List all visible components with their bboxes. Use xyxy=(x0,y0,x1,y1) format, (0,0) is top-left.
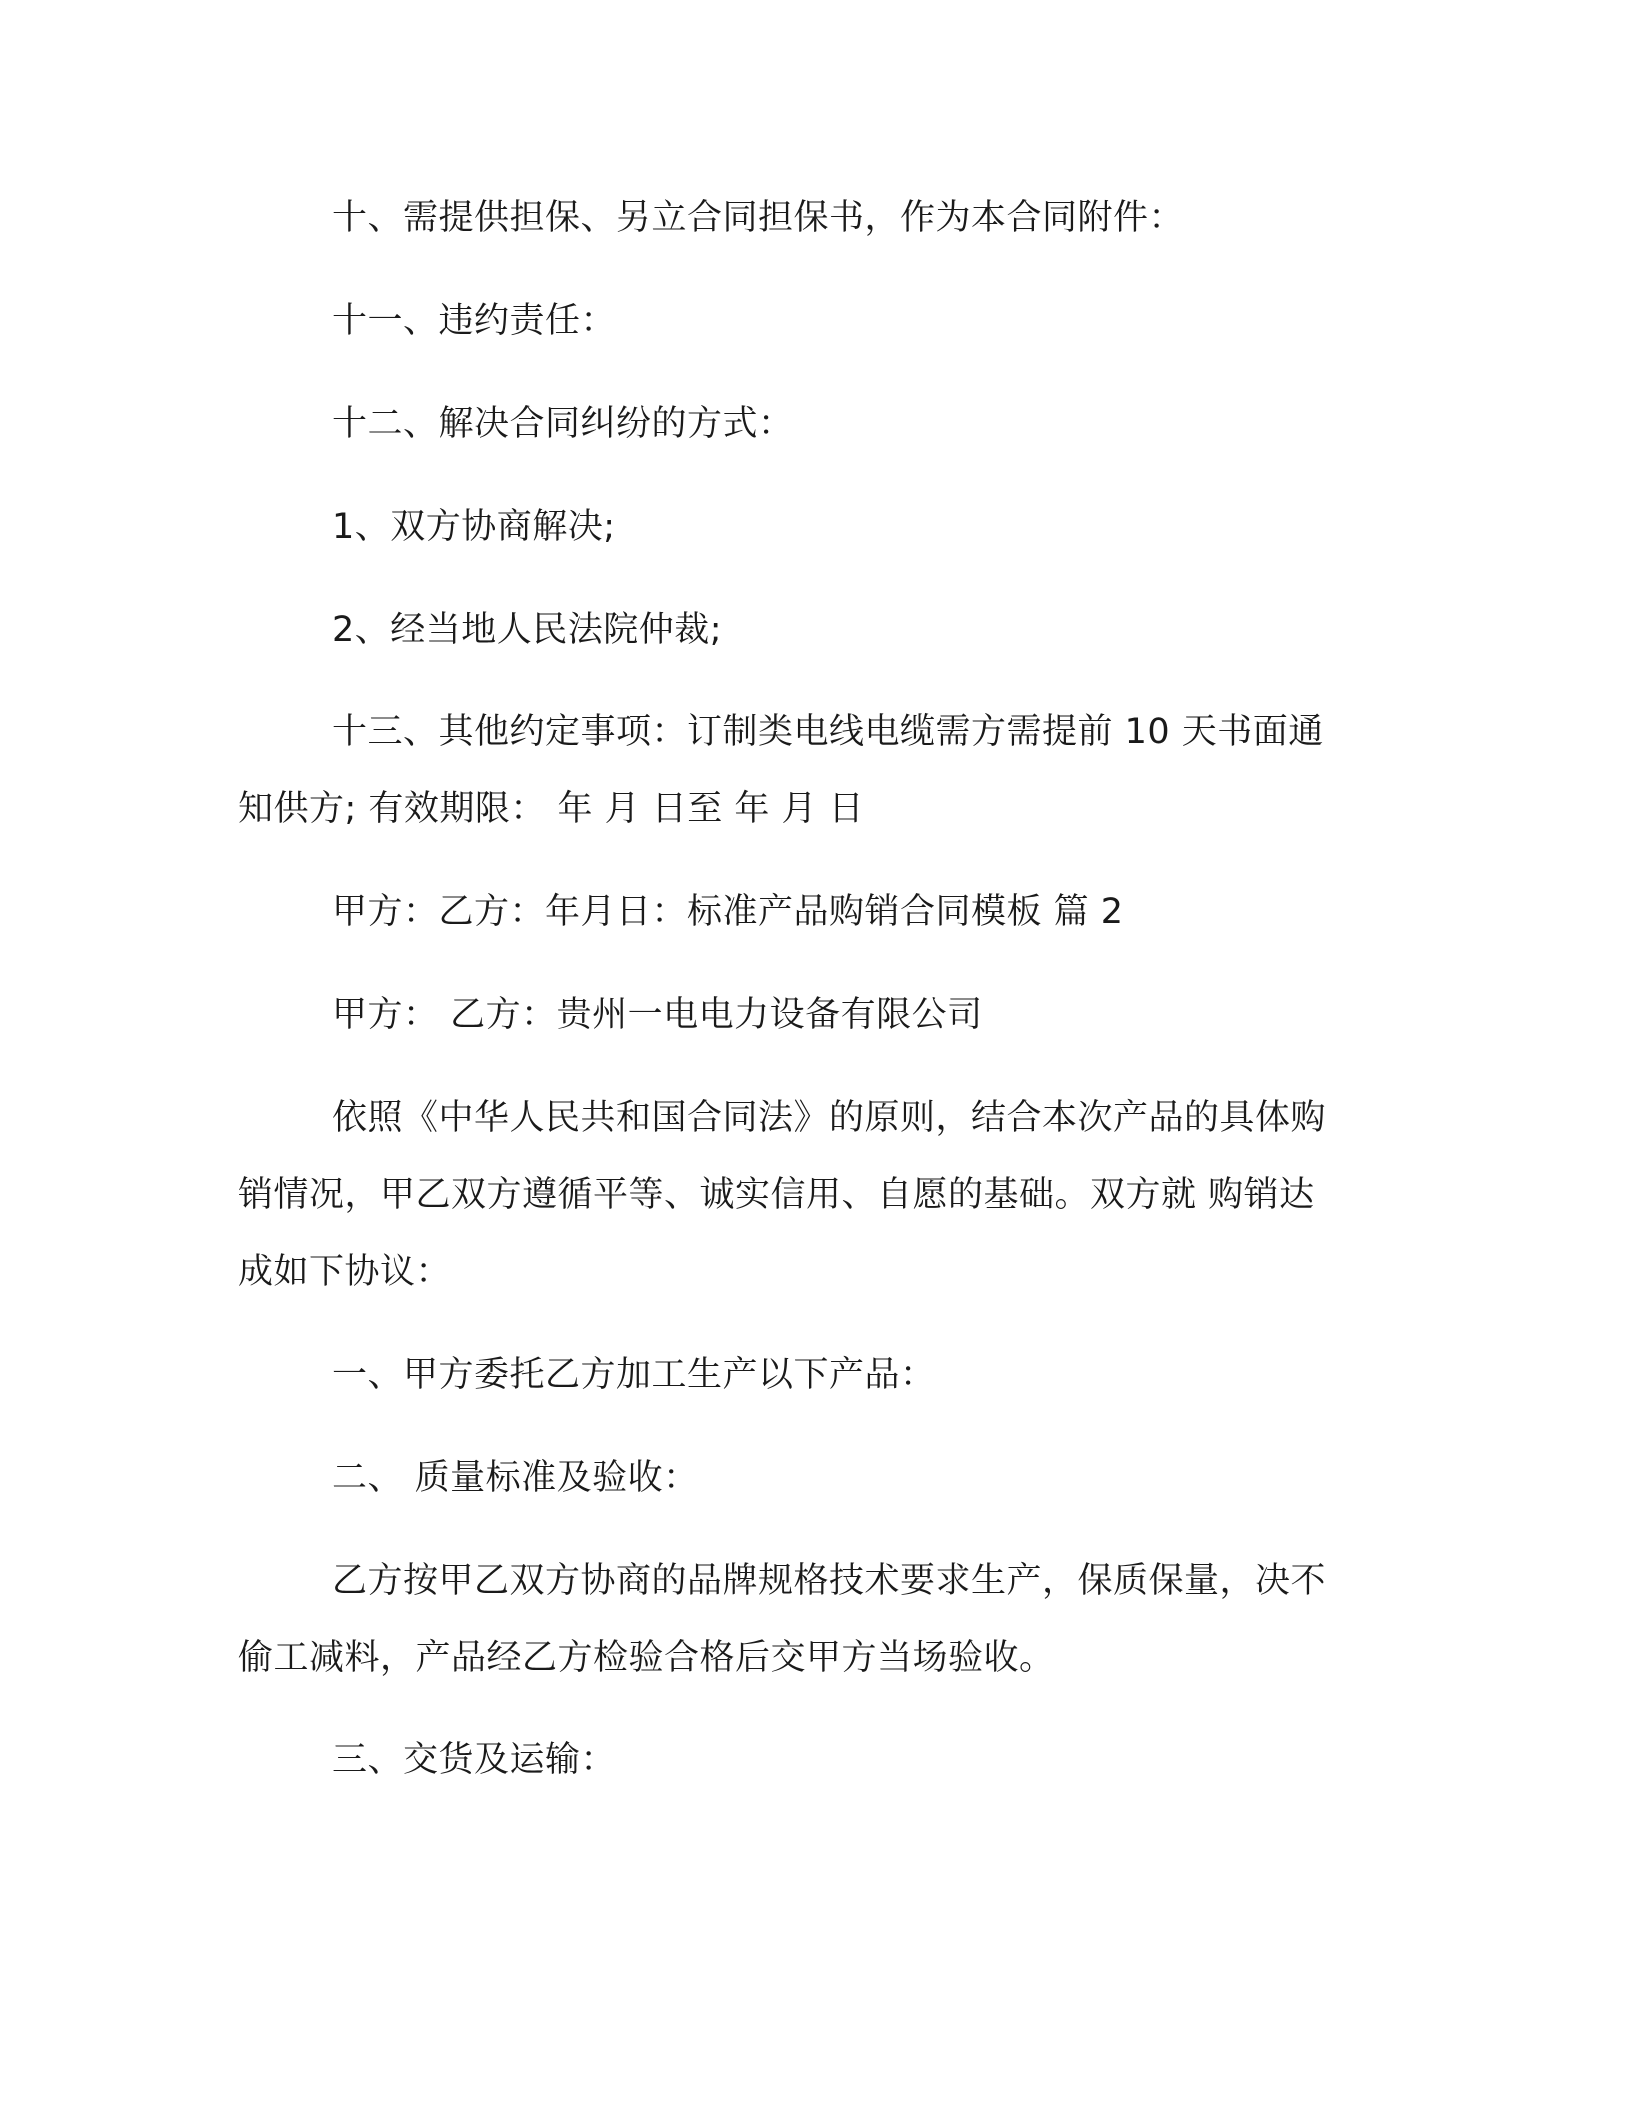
text-line: 十二、解决合同纠纷的方式： xyxy=(332,404,794,444)
clause-12-dispute xyxy=(0,386,1632,463)
parties-line xyxy=(0,977,1632,1054)
text-line: 十三、其他约定事项：订制类电线电缆需方需提前 10 天书面通 xyxy=(332,712,1324,752)
text-line: 甲方： 乙方：贵州一电电力设备有限公司 xyxy=(332,995,983,1035)
text-line: 销情况，甲乙双方遵循平等、诚实信用、自愿的基础。双方就 购销达 xyxy=(238,1175,1315,1215)
clause-10-guarantee xyxy=(0,180,1632,257)
quality-clause xyxy=(0,1543,1632,1697)
text-line: 依照《中华人民共和国合同法》的原则，结合本次产品的具体购 xyxy=(332,1098,1327,1138)
preamble xyxy=(0,1080,1632,1311)
clause-13-other xyxy=(0,694,1632,848)
text-line: 1、双方协商解决; xyxy=(332,507,616,547)
text-line: 二、 质量标准及验收： xyxy=(332,1458,699,1498)
article-2 xyxy=(0,1440,1632,1517)
text-line: 三、交货及运输： xyxy=(332,1740,617,1780)
text-line: 十一、违约责任： xyxy=(332,301,617,341)
text-line: 偷工减料，产品经乙方检验合格后交甲方当场验收。 xyxy=(238,1638,1055,1678)
article-1 xyxy=(0,1337,1632,1414)
signature-line-title xyxy=(0,874,1632,951)
text-line: 成如下协议： xyxy=(238,1252,452,1292)
text-line: 知供方; 有效期限： 年 月 日至 年 月 日 xyxy=(238,789,865,829)
text-line: 甲方：乙方：年月日：标准产品购销合同模板 篇 2 xyxy=(332,892,1124,932)
text-line: 2、经当地人民法院仲裁; xyxy=(332,610,723,650)
clause-11-liability xyxy=(0,283,1632,360)
text-line: 一、甲方委托乙方加工生产以下产品： xyxy=(332,1355,936,1395)
dispute-option-2 xyxy=(0,592,1632,669)
dispute-option-1 xyxy=(0,489,1632,566)
text-line: 十、需提供担保、另立合同担保书，作为本合同附件： xyxy=(332,198,1185,238)
article-3 xyxy=(0,1722,1632,1799)
text-line: 乙方按甲乙双方协商的品牌规格技术要求生产，保质保量，决不 xyxy=(332,1561,1327,1601)
